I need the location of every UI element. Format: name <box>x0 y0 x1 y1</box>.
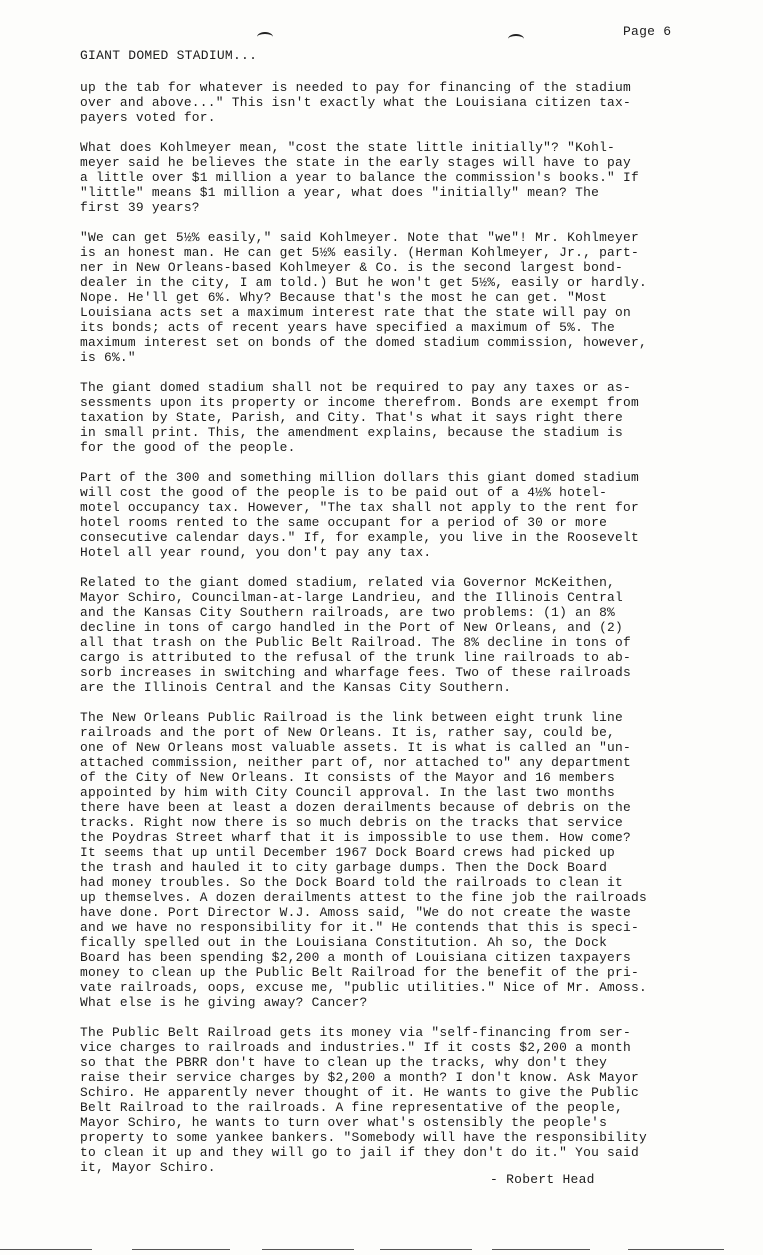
author-signature: - Robert Head <box>490 1172 595 1187</box>
paragraph <box>80 80 725 125</box>
text-line: railroads and the port of New Orleans. It is, rather say, could be, <box>80 725 616 740</box>
paragraph <box>80 380 725 455</box>
text-line: Louisiana acts set a maximum interest rate that the state will pay on <box>80 305 632 320</box>
text-line: so that the PBRR don't have to clean up the tracks, why don't they <box>80 1055 608 1070</box>
text-line: had money troubles. So the Dock Board told the railroads to clean it <box>80 875 624 890</box>
paragraph <box>80 140 725 215</box>
text-line: "little" means $1 million a year, what does "initially" mean? The <box>80 185 600 200</box>
text-line: fically spelled out in the Louisiana Constitution. Ah so, the Dock <box>80 935 608 950</box>
text-line: The Public Belt Railroad gets its money via "self-financing from ser- <box>80 1025 632 1040</box>
bottom-rule-1 <box>0 1249 92 1250</box>
text-line: of the City of New Orleans. It consists of the Mayor and 16 members <box>80 770 616 785</box>
text-line: consecutive calendar days." If, for example, you live in the Roosevelt <box>80 530 639 545</box>
text-line: What else is he giving away? Cancer? <box>80 995 368 1010</box>
paragraph <box>80 575 725 695</box>
text-line: have done. Port Director W.J. Amoss said, "We do not create the waste <box>80 905 632 920</box>
text-line: cargo is attributed to the refusal of the trunk line railroads to ab- <box>80 650 632 665</box>
bottom-rule-4 <box>380 1249 472 1250</box>
paragraph <box>80 1025 725 1175</box>
punch-mark-right <box>508 34 524 44</box>
text-line: all that trash on the Public Belt Railroad. The 8% decline in tons of <box>80 635 632 650</box>
paragraph <box>80 470 725 560</box>
text-line: attached commission, neither part of, nor attached to" any department <box>80 755 632 770</box>
text-line: the Poydras Street wharf that it is impossible to use them. How come? <box>80 830 632 845</box>
text-line: the trash and hauled it to city garbage dumps. Then the Dock Board <box>80 860 608 875</box>
text-line: taxation by State, Parish, and City. That's what it says right there <box>80 410 624 425</box>
text-line: there have been at least a dozen derailments because of debris on the <box>80 800 632 815</box>
text-line: payers voted for. <box>80 110 216 125</box>
text-line: its bonds; acts of recent years have specified a maximum of 5%. The <box>80 320 616 335</box>
bottom-rule-6 <box>628 1249 724 1250</box>
text-line: Hotel all year round, you don't pay any tax. <box>80 545 432 560</box>
text-line: dealer in the city, I am told.) But he won't get 5½%, easily or hardly. <box>80 275 647 290</box>
text-line: to clean it up and they will go to jail if they don't do it." You said <box>80 1145 639 1160</box>
text-line: and the Kansas City Southern railroads, are two problems: (1) an 8% <box>80 605 616 620</box>
text-line: are the Illinois Central and the Kansas City Southern. <box>80 680 512 695</box>
bottom-rule-2 <box>132 1249 230 1250</box>
text-line: appointed by him with City Council approval. In the last two months <box>80 785 616 800</box>
text-line: is 6%." <box>80 350 136 365</box>
paragraph <box>80 230 725 365</box>
text-line: Board has been spending $2,200 a month of Louisiana citizen taxpayers <box>80 950 632 965</box>
text-line: up themselves. A dozen derailments attest to the fine job the railroads <box>80 890 647 905</box>
text-line: The giant domed stadium shall not be required to pay any taxes or as- <box>80 380 632 395</box>
text-line: in small print. This, the amendment explains, because the stadium is <box>80 425 624 440</box>
text-line: Mayor Schiro, he wants to turn over what's ostensibly the people's <box>80 1115 608 1130</box>
text-line: Part of the 300 and something million dollars this giant domed stadium <box>80 470 639 485</box>
article-body <box>80 80 725 1190</box>
text-line: first 39 years? <box>80 200 200 215</box>
text-line: raise their service charges by $2,200 a month? I don't know. Ask Mayor <box>80 1070 639 1085</box>
text-line: tracks. Right now there is so much debris on the tracks that service <box>80 815 624 830</box>
text-line: a little over $1 million a year to balance the commission's books." If <box>80 170 639 185</box>
text-line: up the tab for whatever is needed to pay for financing of the stadium <box>80 80 632 95</box>
bottom-rule-3 <box>262 1249 354 1250</box>
text-line: Related to the giant domed stadium, related via Governor McKeithen, <box>80 575 616 590</box>
text-line: for the good of the people. <box>80 440 296 455</box>
text-line: will cost the good of the people is to be paid out of a 4½% hotel- <box>80 485 608 500</box>
running-head: GIANT DOMED STADIUM... <box>80 48 258 63</box>
text-line: Nope. He'll get 6%. Why? Because that's the most he can get. "Most <box>80 290 608 305</box>
text-line: Belt Railroad to the railroads. A fine representative of the people, <box>80 1100 624 1115</box>
text-line: What does Kohlmeyer mean, "cost the state little initially"? "Kohl- <box>80 140 616 155</box>
text-line: is an honest man. He can get 5½% easily. (Herman Kohlmeyer, Jr., part- <box>80 245 639 260</box>
text-line: vate railroads, oops, excuse me, "public utilities." Nice of Mr. Amoss. <box>80 980 647 995</box>
text-line: ner in New Orleans-based Kohlmeyer & Co. is the second largest bond- <box>80 260 624 275</box>
text-line: and we have no responsibility for it." He contends that this is speci- <box>80 920 639 935</box>
text-line: hotel rooms rented to the same occupant for a period of 30 or more <box>80 515 608 530</box>
text-line: meyer said he believes the state in the early stages will have to pay <box>80 155 632 170</box>
text-line: Mayor Schiro, Councilman-at-large Landrieu, and the Illinois Central <box>80 590 624 605</box>
text-line: vice charges to railroads and industries." If it costs $2,200 a month <box>80 1040 632 1055</box>
text-line: property to some yankee bankers. "Somebody will have the responsibility <box>80 1130 647 1145</box>
text-line: money to clean up the Public Belt Railroad for the benefit of the pri- <box>80 965 639 980</box>
text-line: Schiro. He apparently never thought of it. He wants to give the Public <box>80 1085 639 1100</box>
text-line: decline in tons of cargo handled in the Port of New Orleans, and (2) <box>80 620 624 635</box>
text-line: It seems that up until December 1967 Dock Board crews had picked up <box>80 845 616 860</box>
text-line: motel occupancy tax. However, "The tax shall not apply to the rent for <box>80 500 639 515</box>
text-line: it, Mayor Schiro. <box>80 1160 216 1175</box>
text-line: The New Orleans Public Railroad is the link between eight trunk line <box>80 710 624 725</box>
text-line: "We can get 5½% easily," said Kohlmeyer. Note that "we"! Mr. Kohlmeyer <box>80 230 639 245</box>
text-line: over and above..." This isn't exactly what the Louisiana citizen tax- <box>80 95 632 110</box>
page-number: Page 6 <box>623 24 672 39</box>
text-line: maximum interest set on bonds of the domed stadium commission, however, <box>80 335 647 350</box>
bottom-rule-5 <box>492 1249 590 1250</box>
text-line: sessments upon its property or income therefrom. Bonds are exempt from <box>80 395 639 410</box>
paragraph <box>80 710 725 1010</box>
punch-mark-left <box>257 32 273 42</box>
text-line: sorb increases in switching and wharfage fees. Two of these railroads <box>80 665 632 680</box>
text-line: one of New Orleans most valuable assets. It is what is called an "un- <box>80 740 632 755</box>
